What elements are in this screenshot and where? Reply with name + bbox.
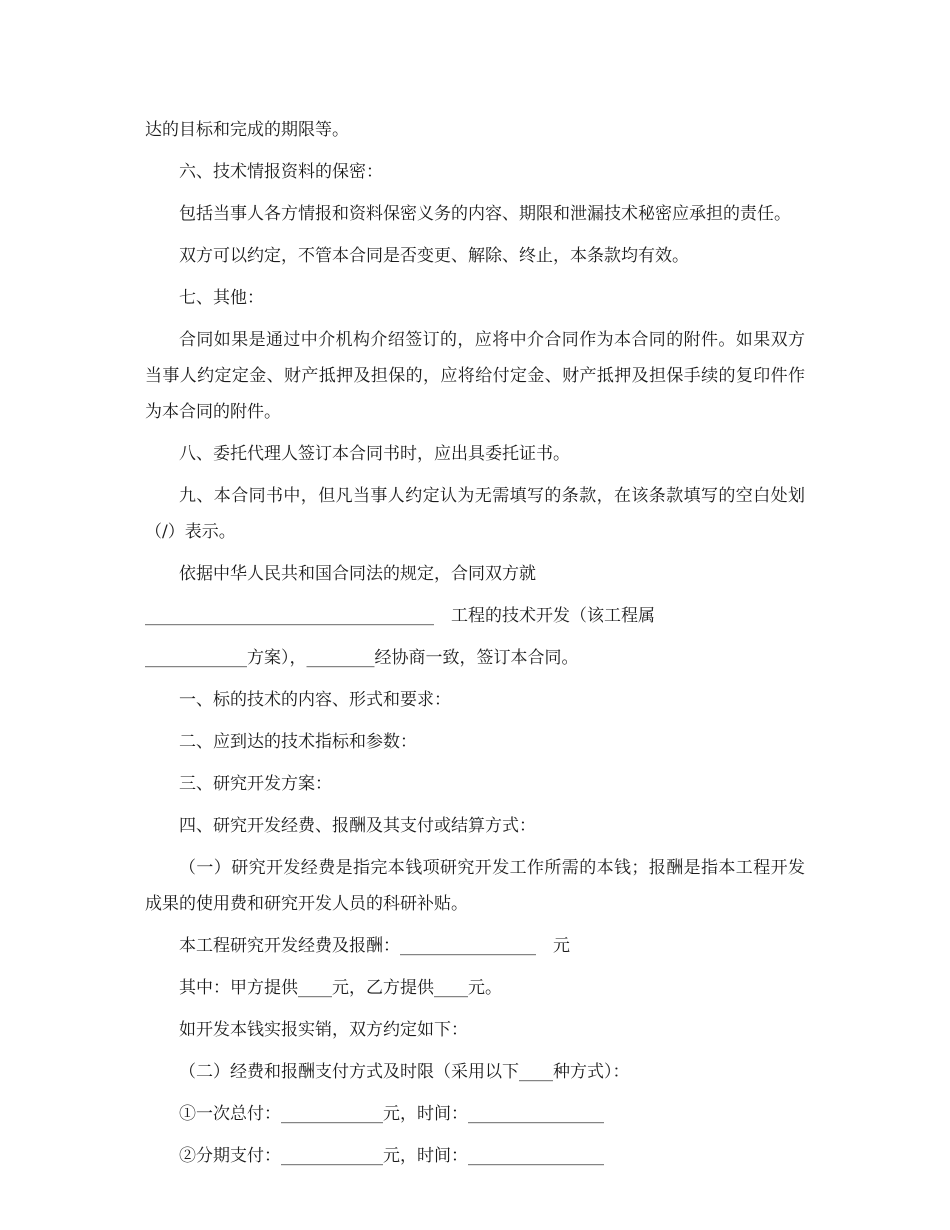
heading-other: 七、其他： [179,288,264,308]
paragraph-actual-cost: 如开发本钱实报实销，双方约定如下： [179,1020,468,1040]
paragraph-installments: ②分期支付：____________元，时间：________________ [179,1146,604,1166]
paragraph-agreement-blank: ____________方案），________经协商一致，签订本合同。 [145,648,579,668]
heading-tech-indicators: 二、应到达的技术指标和参数： [179,732,417,752]
heading-subject-tech: 一、标的技术的内容、形式和要求： [179,690,451,710]
paragraph-agent-certificate: 八、委托代理人签订本合同书时，应出具委托证书。 [179,444,570,464]
heading-rd-funding: 四、研究开发经费、报酬及其支付或结算方式： [179,816,536,836]
paragraph-funding-amount: 本工程研究开发经费及报酬：________________ 元 [179,936,570,956]
heading-rd-plan: 三、研究开发方案： [179,774,332,794]
paragraph-project-blank: __________________________________ 工程的技术开发（该工程属 [145,606,655,626]
document-body [145,112,805,1180]
heading-confidentiality: 六、技术情报资料的保密： [179,162,383,182]
paragraph-legal-basis: 依据中华人民共和国合同法的规定，合同双方就 [179,564,536,584]
paragraph-funding-definition: （一）研究开发经费是指完本钱项研究开发工作所需的本钱；报酬是指本工程开发成果的使用费和研究开发人员的科研补贴。 [145,858,805,914]
paragraph-blank-clauses: 九、本合同书中，但凡当事人约定认为无需填写的条款，在该条款填写的空白处划（/）表示。 [145,486,805,542]
paragraph-goal-deadline: 达的目标和完成的期限等。 [145,120,349,140]
paragraph-attachments: 合同如果是通过中介机构介绍签订的，应将中介合同作为本合同的附件。如果双方当事人约定定金、财产抵押及担保的，应将给付定金、财产抵押及担保手续的复印件作为本合同的附件。 [145,330,805,422]
paragraph-funding-split: 其中：甲方提供____元，乙方提供____元。 [179,978,502,998]
paragraph-confidentiality-scope: 包括当事人各方情报和资料保密义务的内容、期限和泄漏技术秘密应承担的责任。 [179,204,791,224]
paragraph-lump-sum: ①一次总付：____________元，时间：________________ [179,1104,604,1124]
heading-payment-method: （二）经费和报酬支付方式及时限（采用以下____种方式）： [179,1062,630,1082]
paragraph-clause-validity: 双方可以约定，不管本合同是否变更、解除、终止，本条款均有效。 [179,246,689,266]
